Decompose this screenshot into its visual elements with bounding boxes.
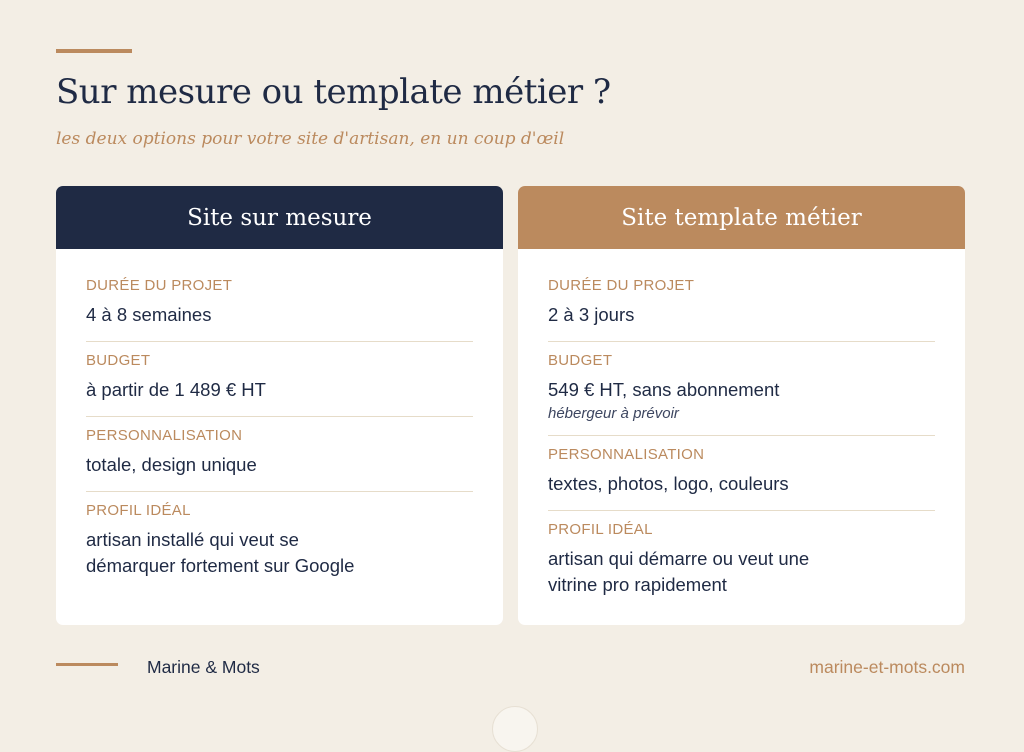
top-accent-rule — [56, 49, 132, 53]
row-label: DURÉE DU PROJET — [86, 277, 233, 294]
row-duree — [86, 266, 473, 342]
footer-brand: Marine & Mots — [147, 657, 260, 677]
card-title: Site template métier — [518, 186, 965, 249]
row-personnalisation — [86, 417, 473, 492]
row-value: à partir de 1 489 € HT — [86, 379, 266, 400]
card-template-metier — [518, 186, 965, 625]
card-sur-mesure — [56, 186, 503, 625]
footer-accent-rule — [56, 663, 118, 666]
row-value: 2 à 3 jours — [548, 304, 635, 325]
page-title: Sur mesure ou template métier ? — [56, 72, 611, 112]
row-value: totale, design unique — [86, 454, 257, 475]
row-profil — [548, 511, 935, 611]
row-value-line-2: démarquer fortement sur Google — [86, 555, 355, 576]
row-profil — [86, 492, 473, 592]
row-note: hébergeur à prévoir — [548, 405, 679, 422]
card-body — [518, 249, 965, 611]
row-value-line-1: artisan qui démarre ou veut une — [548, 548, 810, 569]
row-value: 549 € HT, sans abonnement — [548, 379, 780, 400]
row-duree — [548, 266, 935, 342]
row-label: BUDGET — [86, 352, 151, 369]
page-subtitle: les deux options pour votre site d'artisan, en un coup d'œil — [56, 129, 565, 149]
row-value: textes, photos, logo, couleurs — [548, 473, 789, 494]
floating-action-button[interactable] — [492, 706, 538, 752]
row-budget — [86, 342, 473, 417]
row-label: PERSONNALISATION — [86, 427, 243, 444]
row-budget — [548, 342, 935, 436]
card-title: Site sur mesure — [56, 186, 503, 249]
row-value-line-2: vitrine pro rapidement — [548, 574, 727, 595]
row-label: PROFIL IDÉAL — [86, 502, 191, 519]
row-personnalisation — [548, 436, 935, 511]
card-body — [56, 249, 503, 592]
row-label: PERSONNALISATION — [548, 446, 705, 463]
row-value: 4 à 8 semaines — [86, 304, 212, 325]
row-value-line-1: artisan installé qui veut se — [86, 529, 299, 550]
row-label: PROFIL IDÉAL — [548, 521, 653, 538]
row-label: BUDGET — [548, 352, 613, 369]
row-label: DURÉE DU PROJET — [548, 277, 695, 294]
footer-site-link[interactable]: marine-et-mots.com — [809, 657, 965, 677]
